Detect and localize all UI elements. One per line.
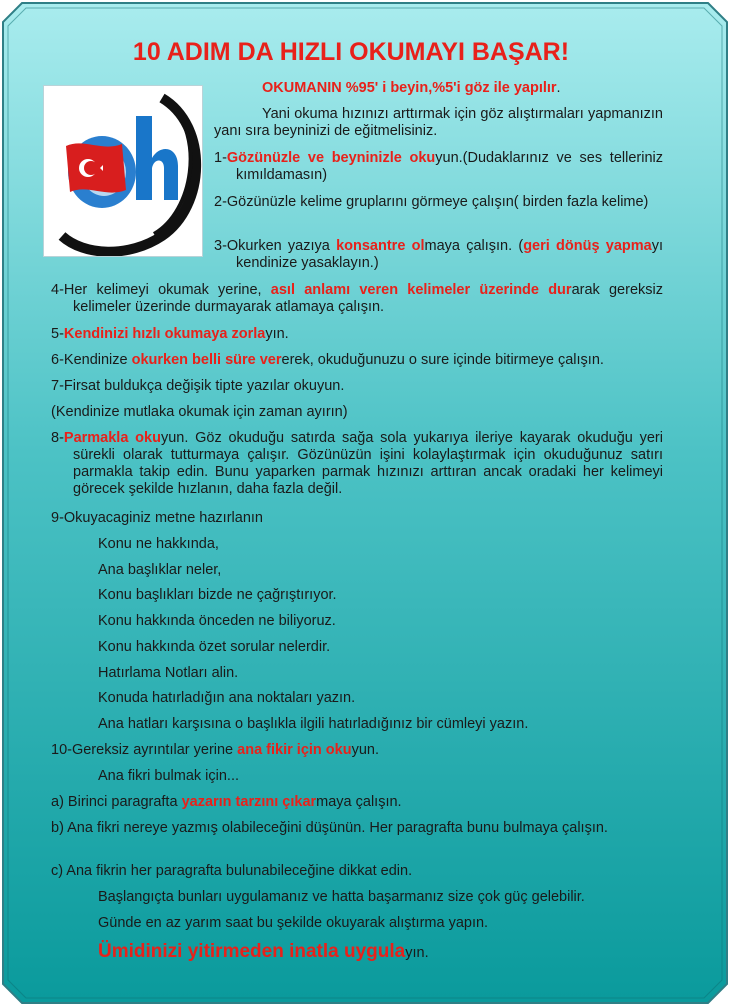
logo <box>43 85 203 257</box>
step-9-item: Konu hakkında özet sorular nelerdir. <box>98 639 331 655</box>
closing-line-1: Başlangıçta bunları uygulamanız ve hatta başarmanız size çok güç gelebilir. <box>98 889 585 905</box>
step-9-item: Konu ne hakkında, <box>98 536 219 552</box>
page-title: 10 ADIM DA HIZLI OKUMAYI BAŞAR! <box>132 38 570 66</box>
step-6: 6-Kendinize okurken belli süre vererek, okuduğunuzu o sure içinde bitirmeye çalışın. <box>51 352 604 368</box>
intro-paragraph: Yani okuma hızınızı arttırmak için göz alıştırmaları yapmanızın yanı sıra beyninizi de eğitmelisiniz. <box>214 106 663 139</box>
step-9: 9-Okuyacaginiz metne hazırlanın <box>51 510 263 526</box>
closing-line-2: Günde en az yarım saat bu şekilde okuyarak alıştırma yapın. <box>98 915 489 931</box>
step-9-item: Ana hatları karşısına o başlıkla ilgili hatırladığınız bir cümleyi yazın. <box>98 716 529 732</box>
dh-logo-icon <box>44 86 202 256</box>
step-b: b) Ana fikri nereye yazmış olabileceğini düşünün. Her paragrafta bunu bulmaya çalışın. <box>51 820 608 836</box>
closing-line-3: Ümidinizi yitirmeden inatla uygulayın. <box>98 941 429 962</box>
step-8: 8-Parmakla okuyun. Göz okuduğu satırda sağa sola yukarıya ileriye kayarak okuduğu yeri sürekli olarak tutturmaya çalışır. Gözünüzün işini kolaylaştırmak için okuduğunuz satırı parmakla takip edin. Bunu yaparken parmak hızınızı arttıran ancak oradaki her kelimeyi görecek şekilde hızlanın, daha fazla değil. <box>51 430 663 497</box>
step-a: a) Birinci paragrafta yazarın tarzını çıkarmaya çalışın. <box>51 794 402 810</box>
step-2: 2-Gözünüzle kelime gruplarını görmeye çalışın( birden fazla kelime) <box>214 194 649 210</box>
step-9-item: Konu başlıkları bizde ne çağrıştırıyor. <box>98 587 337 603</box>
step-10: 10-Gereksiz ayrıntılar yerine ana fikir için okuyun. <box>51 742 379 758</box>
step-5: 5-Kendinizi hızlı okumaya zorlayın. <box>51 326 289 342</box>
step-7-note: (Kendinize mutlaka okumak için zaman ayırın) <box>51 404 348 420</box>
step-c: c) Ana fikrin her paragrafta bulunabileceğine dikkat edin. <box>51 863 413 879</box>
subtitle: OKUMANIN %95' i beyin,%5'i göz ile yapılır. <box>262 80 561 96</box>
step-9-item: Konu hakkında önceden ne biliyoruz. <box>98 613 336 629</box>
turkish-flag-icon <box>66 143 126 192</box>
step-4: 4-Her kelimeyi okumak yerine, asıl anlamı veren kelimeler üzerinde durarak gereksiz kelimeler üzerinde durmayarak atlamaya çalışın. <box>51 282 663 315</box>
step-1: 1-Gözünüzle ve beyninizle okuyun.(Dudaklarınız ve ses telleriniz kımıldamasın) <box>214 150 663 183</box>
step-3: 3-Okurken yazıya konsantre olmaya çalışın. (geri dönüş yapmayı kendinize yasaklayın.) <box>214 238 663 271</box>
step-10-sub: Ana fikri bulmak için... <box>98 768 240 784</box>
step-9-item: Konuda hatırladığın ana noktaları yazın. <box>98 690 356 706</box>
step-9-item: Ana başlıklar neler, <box>98 562 222 578</box>
step-9-item: Hatırlama Notları alin. <box>98 665 239 681</box>
step-7: 7-Firsat buldukça değişik tipte yazılar okuyun. <box>51 378 345 394</box>
